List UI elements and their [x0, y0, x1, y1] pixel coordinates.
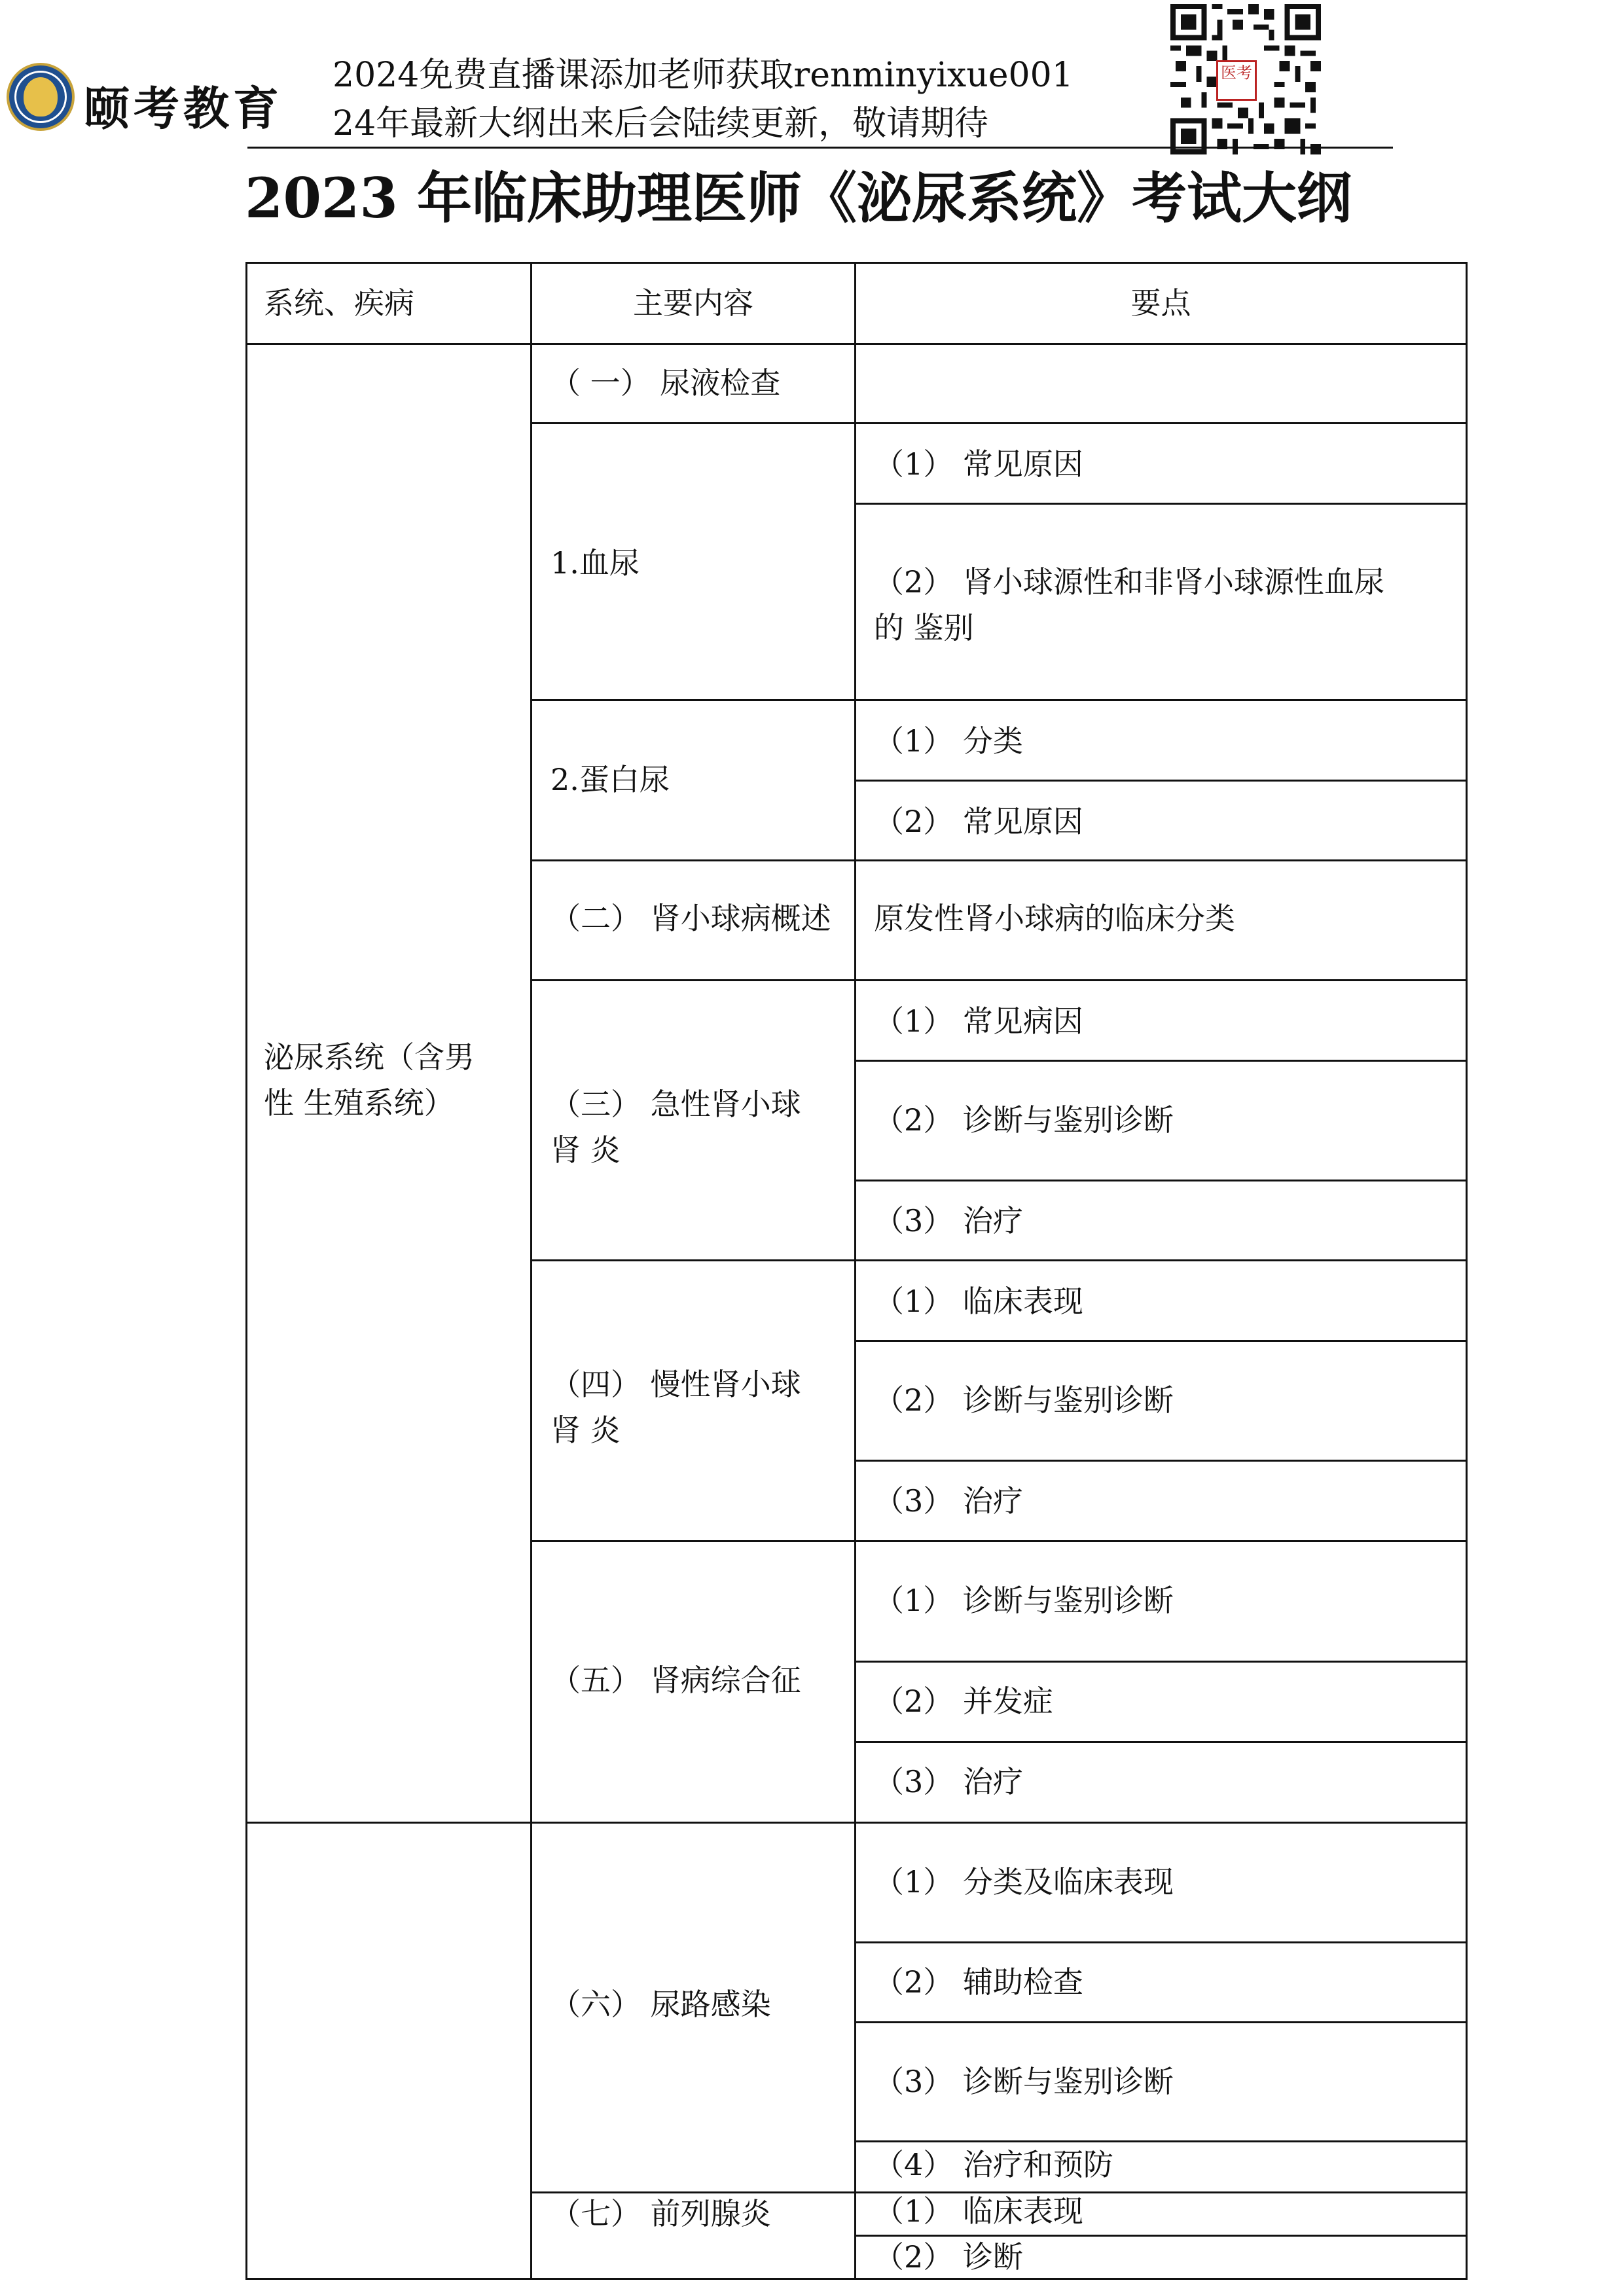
- point-item: （2） 并发症: [874, 1684, 1053, 1719]
- point-item: （1） 分类: [874, 723, 1023, 759]
- outline-table: [245, 262, 1468, 2280]
- point-item: （1） 分类及临床表现: [874, 1864, 1174, 1900]
- logo-badge-icon: [7, 63, 75, 131]
- column-border: [530, 262, 532, 2280]
- point-border: [856, 1060, 1468, 1062]
- point-item: （3） 治疗: [874, 1764, 1023, 1799]
- point-item: （1） 常见病因: [874, 1003, 1083, 1039]
- point-item: （2） 肾小球源性和非肾小球源性血尿: [874, 564, 1384, 600]
- page-title: 2023 年临床助理医师《泌尿系统》考试大纲: [245, 166, 1352, 230]
- content-item: （六） 尿路感染: [550, 1987, 771, 2022]
- row-border: [532, 1259, 1468, 1261]
- content-item: （ 一） 尿液检查: [550, 365, 781, 401]
- point-item: （3） 诊断与鉴别诊断: [874, 2064, 1174, 2099]
- column-border: [854, 262, 856, 2280]
- table-top-border: [245, 262, 1468, 264]
- point-item: （2） 诊断: [874, 2239, 1023, 2275]
- content-item: 1.血尿: [550, 545, 640, 581]
- content-item: 肾 炎: [550, 1413, 621, 1448]
- point-border: [856, 780, 1468, 782]
- point-border: [856, 1661, 1468, 1663]
- point-item: （2） 辅助检查: [874, 1964, 1083, 2000]
- row-border: [532, 1822, 1468, 1824]
- point-item: 原发性肾小球病的临床分类: [874, 901, 1235, 936]
- point-item: （1） 临床表现: [874, 1284, 1083, 1319]
- point-border: [856, 1340, 1468, 1342]
- point-border: [856, 1741, 1468, 1743]
- table-left-border: [245, 262, 247, 2280]
- row-border: [532, 422, 1468, 424]
- point-item: （3） 治疗: [874, 1483, 1023, 1519]
- content-item: （三） 急性肾小球: [550, 1087, 801, 1122]
- row-border: [532, 859, 1468, 861]
- point-border: [856, 503, 1468, 505]
- logo-text: 颐考教育: [84, 82, 283, 135]
- row-border: [532, 979, 1468, 981]
- header-points: 要点: [1130, 285, 1191, 321]
- row-border: [532, 699, 1468, 701]
- header-content: 主要内容: [633, 285, 753, 321]
- header-system: 系统、疾病: [264, 285, 414, 321]
- system-name-line2: 性 生殖系统）: [264, 1085, 454, 1121]
- point-item: （3） 治疗: [874, 1203, 1023, 1238]
- point-border: [856, 1941, 1468, 1943]
- point-item: （1） 常见原因: [874, 446, 1083, 482]
- header-line-2: 24年最新大纲出来后会陆续更新，敬请期待: [333, 104, 989, 143]
- point-border: [856, 1180, 1468, 1181]
- point-item: 的 鉴别: [874, 610, 974, 645]
- header-rule: [247, 147, 1393, 149]
- point-item: （1） 临床表现: [874, 2193, 1083, 2229]
- content-item: （四） 慢性肾小球: [550, 1367, 801, 1402]
- header-line-1: 2024免费直播课添加老师获取renminyixue001: [333, 56, 1074, 95]
- table-bottom-border: [245, 2278, 1468, 2280]
- table-right-border: [1466, 262, 1468, 2280]
- content-item: （七） 前列腺炎: [550, 2196, 771, 2231]
- point-item: （1） 诊断与鉴别诊断: [874, 1583, 1174, 1618]
- point-item: （2） 诊断与鉴别诊断: [874, 1382, 1174, 1418]
- row-border: [532, 1540, 1468, 1542]
- qr-center-label: 医考: [1216, 60, 1257, 101]
- system-name-line1: 泌尿系统（含男: [264, 1039, 475, 1075]
- system-cell-border: [245, 1822, 532, 1824]
- company-logo: [7, 63, 288, 140]
- content-item: （五） 肾病综合征: [550, 1663, 801, 1698]
- header-row-border: [245, 343, 1468, 345]
- content-item: （二） 肾小球病概述: [550, 901, 831, 936]
- point-item: （2） 诊断与鉴别诊断: [874, 1102, 1174, 1138]
- point-border: [856, 1460, 1468, 1462]
- point-border: [856, 2021, 1468, 2023]
- logo-shield: [24, 77, 58, 117]
- point-item: （2） 常见原因: [874, 804, 1083, 839]
- content-item: 肾 炎: [550, 1132, 621, 1168]
- point-item: （4） 治疗和预防: [874, 2147, 1113, 2182]
- content-item: 2.蛋白尿: [550, 762, 670, 797]
